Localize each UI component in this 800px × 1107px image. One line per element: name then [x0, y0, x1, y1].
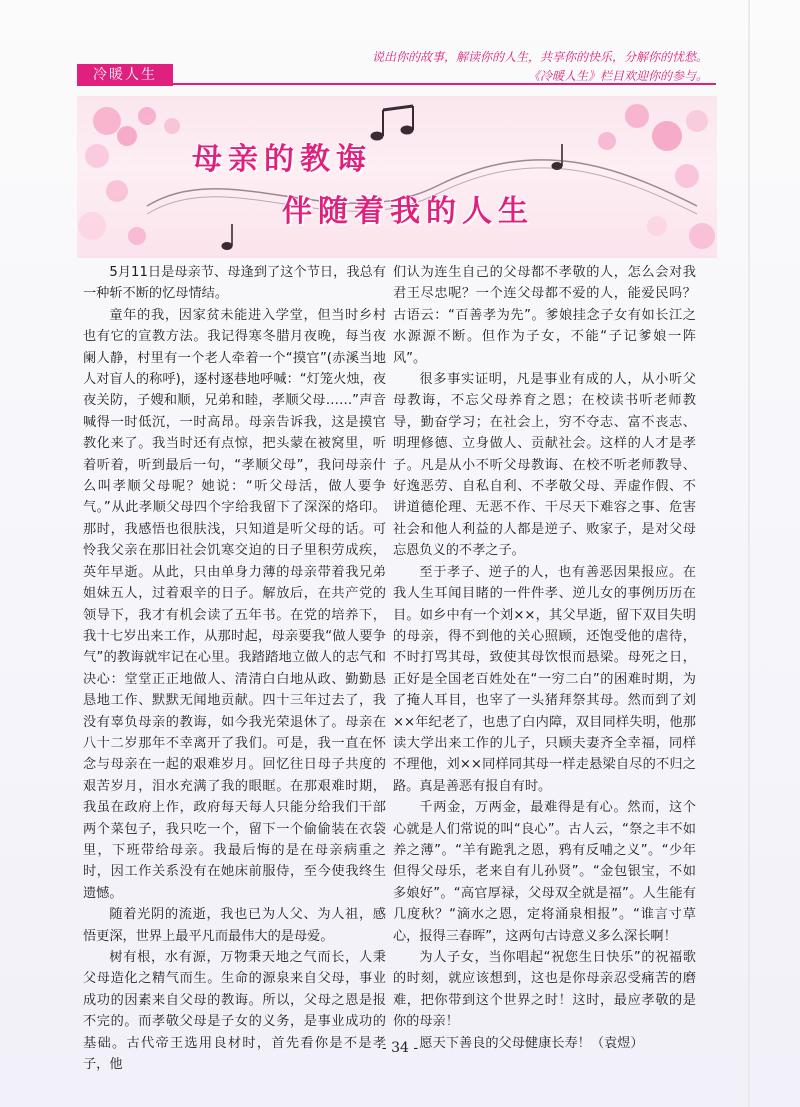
- page-number: - 34 -: [381, 1040, 419, 1056]
- paragraph: 很多事实证明，凡是事业有成的人，从小听父母教诲，不忘父母养育之恩；在校读书听老师教导，勤奋学习；在社会上，穷不夺志、富不丧志、明理修德、立身做人、贡献社会。这样的人才是孝子。凡是从小不听父母教诲、在校不听老师教导、好逸恶劳、自私自利、不孝敬父母、弄虚作假、不讲道德伦理、无恶不作、干尽天下难容之事、危害社会和他人利益的人都是逆子、败家子，是对父母忘恩负义的不孝之子。: [393, 372, 696, 559]
- banner-illustration: [77, 96, 717, 258]
- slogan-line-1: 说出你的故事，解读你的人生，共享你的快乐，分解你的忧愁。: [371, 50, 708, 64]
- article-column-left: [83, 262, 386, 1075]
- flowers-right-icon: [598, 104, 715, 249]
- slogan-line-2: 《冷暖人生》栏目欢迎你的参与。: [527, 69, 708, 83]
- article-column-right: [393, 262, 696, 1054]
- paragraph: 为人子女，当你唱起“祝您生日快乐”的祝福歌的时刻，就应该想到，这也是你母亲忍受痛苦的磨难，把你带到这个世界之时！这时，最应孝敬的是你的母亲！: [393, 950, 696, 1030]
- paragraph: 千两金，万两金，最难得是有心。然而，这个心就是人们常说的叫“良心”。古人云，“祭之丰不如养之薄”。“羊有跪乳之恩，鸦有反哺之义”。“少年但得父母乐，老来自有儿孙贤”。“金包银宝，不如多娘好”。“高官厚禄，父母双全就是福”。人生能有几度秋？“滴水之恩，定将涌泉相报”。“谁言寸草心，报得三春晖”，这两句古诗意义多么深长啊！: [393, 800, 696, 944]
- paragraph: 至于孝子、逆子的人，也有善恶因果报应。在我人生耳闻目睹的一件件孝、逆儿女的事例历历在目。如乡中有一个刘××，其父早逝，留下双目失明的母亲，得不到他的关心照顾，还饱受他的虐待，不时打骂其母，致使其母饮恨而悬梁。母死之日，正好是全国老百姓处在“一穷二白”的困难时期，为了掩人耳目，也宰了一头猪拜祭其母。然而到了刘××年纪老了，也患了白内障，双目同样失明，他那读大学出来工作的儿子，只顾夫妻齐全幸福，同样不理他，刘××同样同其母一样走悬梁自尽的不归之路。真是善恶有报自有时。: [393, 564, 696, 794]
- flowers-left-icon: [78, 107, 180, 245]
- column-slogan: [268, 48, 708, 86]
- paragraph: 随着光阴的流逝，我也已为人父、为人祖，感悟更深，世界上最平凡而最伟大的是母爱。: [83, 907, 386, 944]
- page-fold-line: [748, 0, 750, 1107]
- article-title-line-2: 伴随着我的人生: [282, 194, 534, 229]
- paragraph: 树有根，水有源，万物秉天地之气而长，人秉父母造化之精气而生。生命的源泉来自父母，事业成功的因素来自父母的教诲。所以，父母之恩是报不完的。而孝敬父母是子女的义务，是事业成功的基础。古代帝王选用良材时，首先看你是不是孝子，他: [83, 950, 386, 1073]
- paragraph: 们认为连生自己的父母都不孝敬的人，怎么会对我君王尽忠呢？一个连父母都不爱的人，能爱民吗？古语云：“百善孝为先”。爹娘挂念子女有如长江之水源源不断。但作为子女，不能“子记爹娘一阵风”。: [393, 265, 696, 366]
- title-banner: [77, 96, 717, 258]
- paragraph: 童年的我，因家贫未能进入学堂，但当时乡村也有它的宣教方法。我记得寒冬腊月夜晚，每当夜阑人静，村里有一个老人牵着一个“摸官”(赤溪当地人对盲人的称呼)，逐村逐巷地呼喊：“灯笼火烛，夜夜关防，子嫂和顺，兄弟和睦，孝顺父母……”声音喊得一时低沉，一时高昂。母亲告诉我，这是摸官教化来了。我当时还有点惊，把头蒙在被窝里，听着听着，听到最后一句，“孝顺父母”，我问母亲什么叫孝顺父母呢？她说：“听父母活，做人要争气。”从此孝顺父母四个字给我留下了深深的烙印。那时，我感悟也很肤浅，只知道是听父母的话。可怜我父亲在那旧社会饥寒交迫的日子里积劳成疾，英年早逝。从此，只由单身力薄的母亲带着我兄弟姐妹五人，过着艰辛的日子。解放后，在共产党的领导下，我才有机会读了五年书。在党的培养下，我十七岁出来工作，从那时起，母亲要我“做人要争气”的教诲就牢记在心里。我踏踏地立做人的志气和决心：堂堂正正地做人、清清白白地从政、勤勤恳恳地工作、默默无闻地贡献。四十三年过去了，我没有辜负母亲的教诲，如今我光荣退休了。母亲在八十二岁那年不幸离开了我们。可是，我一直在怀念与母亲在一起的艰难岁月。回忆往日母子共度的艰苦岁月，泪水充满了我的眼眶。在那艰难时期，我虽在政府上作，政府每天每人只能分给我们干部两个菜包子，我只吃一个，留下一个偷偷装在衣袋里，下班带给母亲。我最后悔的是在母亲病重之时，因工作关系没有在她床前服侍，至今使我终生遗憾。: [83, 307, 386, 901]
- paragraph: 愿天下善良的父母健康长寿！（袁煜）: [419, 1035, 644, 1051]
- article-title-line-1: 母亲的教诲: [192, 142, 372, 177]
- section-tag: 冷暖人生: [77, 64, 173, 86]
- paragraph: 5月11日是母亲节、母逢到了这个节日，我总有一种斩不断的忆母情结。: [83, 265, 386, 302]
